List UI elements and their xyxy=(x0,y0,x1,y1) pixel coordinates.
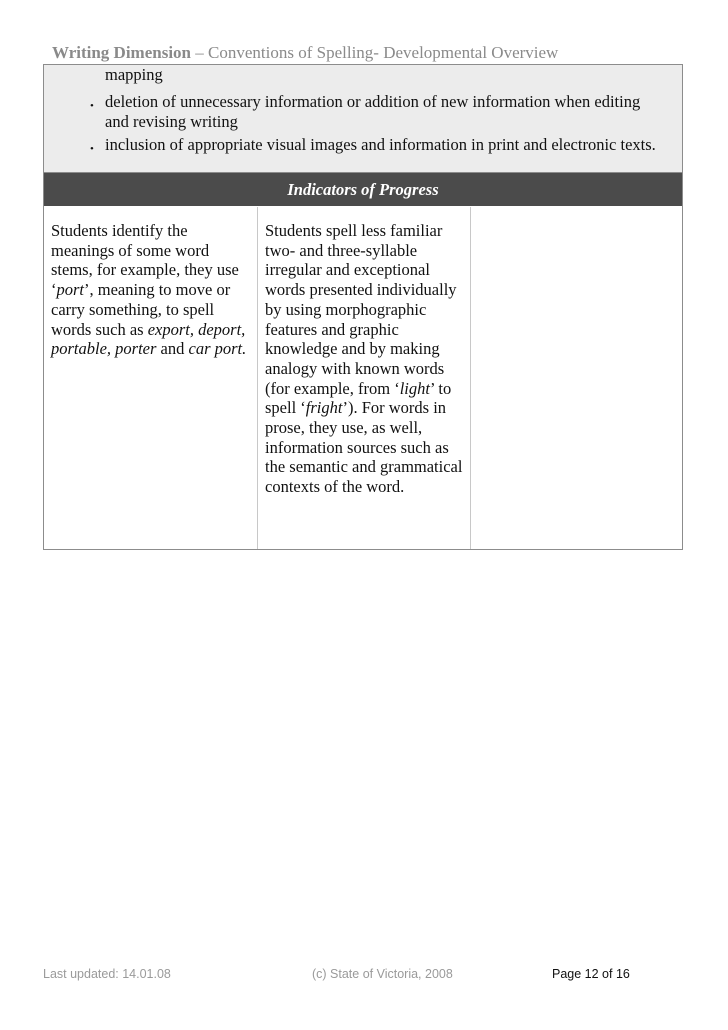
indicator-text: Students spell less familiar two- and three-syllable irregular and exceptional words presented individually by using morphographic features and graphic knowledge and by making analogy with known words (for example, from ‘ xyxy=(265,221,457,398)
indicator-text: ’, meaning to move or carry something, to spell words such as xyxy=(51,280,231,339)
indicator-text: ’). For words in prose, they use, as well, information sources such as the semantic and grammatical contexts of the word. xyxy=(265,398,463,497)
overview-table xyxy=(43,64,683,550)
indicator-text: ’ to spell ‘ xyxy=(265,378,452,418)
indicator-italic: export, deport, portable, porter xyxy=(51,319,246,359)
footer-last-updated: Last updated: 14.01.08 xyxy=(43,967,171,981)
page-header xyxy=(52,43,558,63)
list-item-line: inclusion of appropriate visual images and information in print and electronic texts. xyxy=(105,135,656,154)
indicator-italic: fright xyxy=(305,398,343,418)
header-subtitle: – Conventions of Spelling- Developmental Overview xyxy=(191,43,559,62)
indicator-column-2 xyxy=(258,207,471,549)
list-item-line: and revising writing xyxy=(105,112,238,131)
list-item-line: deletion of unnecessary information or addition of new information when editing xyxy=(105,92,641,111)
footer-page-number: Page 12 of 16 xyxy=(552,967,630,981)
indicator-italic: port xyxy=(56,280,85,300)
continuation-text: mapping xyxy=(105,65,163,84)
footer-copyright: (c) State of Victoria, 2008 xyxy=(312,967,453,981)
bullet-icon: • xyxy=(90,100,94,112)
header-dimension: Writing Dimension xyxy=(52,43,192,62)
indicator-text: Students identify the meanings of some word stems, for example, they use ‘ xyxy=(51,221,239,300)
indicator-column-3 xyxy=(471,207,682,549)
indicator-text: and xyxy=(156,339,189,359)
bullet-icon: • xyxy=(90,143,94,155)
indicators-heading: Indicators of Progress xyxy=(44,173,682,206)
indicator-italic: light xyxy=(399,378,430,398)
indicator-column-1 xyxy=(44,207,258,549)
continued-content-cell xyxy=(44,65,682,173)
indicator-italic: car port. xyxy=(188,339,247,359)
